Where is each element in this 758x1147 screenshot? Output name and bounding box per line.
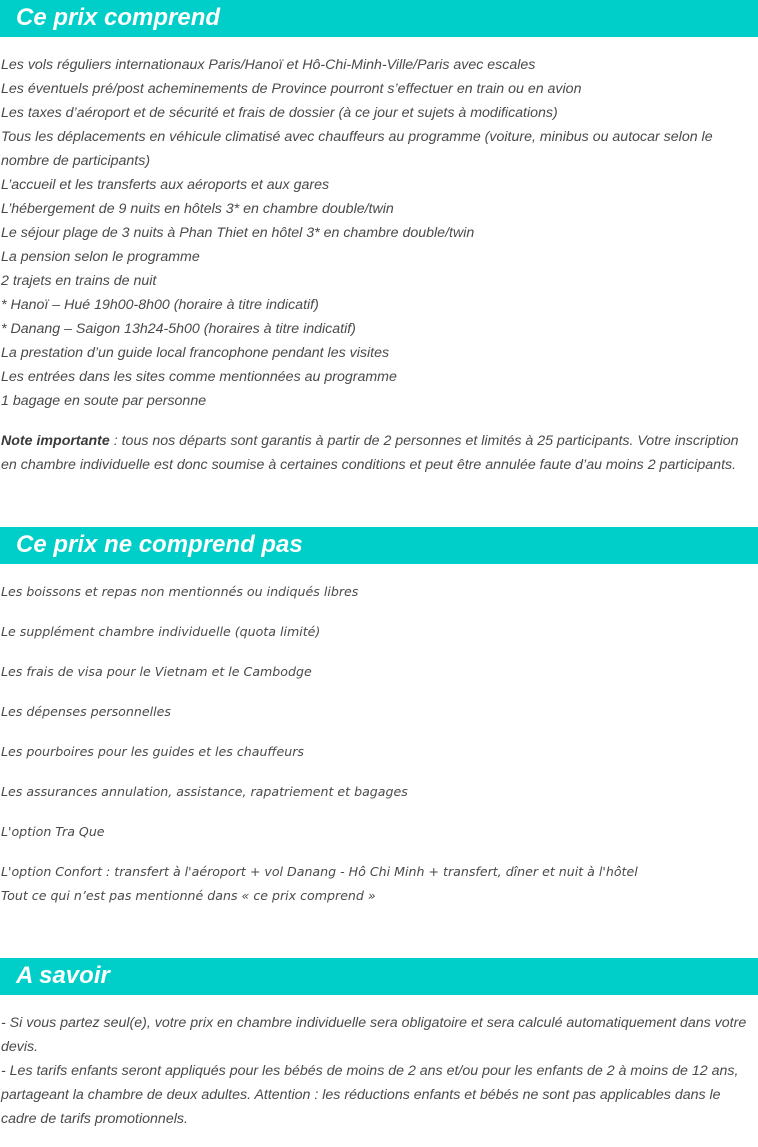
- list-item: Les pourboires pour les guides et les chauffeurs: [1, 744, 304, 759]
- list-item: L'option Confort : transfert à l'aéroport + vol Danang - Hô Chi Minh + transfert, dîner et nuit à l'hôtel: [1, 864, 638, 879]
- note-text: : tous nos départs sont garantis à partir de 2 personnes et limités à 25 participants. Votre inscription en chambre individuelle est donc soumise à certaines conditions et peut être annulée faute d’au moins 2 participants.: [1, 433, 739, 473]
- list-item: Le supplément chambre individuelle (quota limité): [1, 624, 321, 639]
- list-item: La prestation d’un guide local francophone pendant les visites: [1, 345, 390, 361]
- section-title: Ce prix ne comprend pas: [16, 531, 303, 558]
- list-item: - Si vous partez seul(e), votre prix en chambre individuelle sera obligatoire et sera calculé automatiquement dans votre devis.: [1, 1015, 747, 1055]
- list-item: Les frais de visa pour le Vietnam et le Cambodge: [1, 664, 312, 679]
- section-title: Ce prix comprend: [16, 4, 221, 31]
- list-item: L’hébergement de 9 nuits en hôtels 3* en chambre double/twin: [1, 201, 394, 217]
- list-item: Les boissons et repas non mentionnés ou indiqués libres: [1, 584, 359, 599]
- list-item: Les dépenses personnelles: [1, 704, 171, 719]
- list-item: L'option Tra Que: [1, 824, 105, 839]
- list-item: Tout ce qui n’est pas mentionné dans « ce prix comprend »: [1, 888, 376, 903]
- list-item: Les assurances annulation, assistance, rapatriement et bagages: [1, 784, 408, 799]
- good-to-know-list: [1, 1011, 753, 1131]
- list-item: * Danang – Saigon 13h24-5h00 (horaires à titre indicatif): [1, 321, 356, 337]
- list-item: Tous les déplacements en véhicule climatisé avec chauffeurs au programme (voiture, minibus ou autocar selon le nombre de participants): [1, 129, 713, 169]
- list-item: Le séjour plage de 3 nuits à Phan Thiet en hôtel 3* en chambre double/twin: [1, 225, 475, 241]
- list-item: - Les tarifs enfants seront appliqués pour les bébés de moins de 2 ans et/ou pour les enfants de 2 à moins de 12 ans, partageant la chambre de deux adultes. Attention : les réductions enfants et bébés ne sont pas applicables dans le cadre de tarifs promotionnels.: [1, 1063, 739, 1127]
- important-note: [1, 429, 753, 477]
- list-item: * Hanoï – Hué 19h00-8h00 (horaire à titre indicatif): [1, 297, 319, 313]
- list-item: La pension selon le programme: [1, 249, 200, 265]
- list-item: Les taxes d’aéroport et de sécurité et frais de dossier (à ce jour et sujets à modifications): [1, 105, 558, 121]
- list-item: Les entrées dans les sites comme mentionnées au programme: [1, 369, 397, 385]
- note-label: Note importante: [1, 433, 110, 449]
- list-item: Les vols réguliers internationaux Paris/Hanoï et Hô-Chi-Minh-Ville/Paris avec escales: [1, 57, 536, 73]
- list-item: 2 trajets en trains de nuit: [1, 273, 157, 289]
- section-header-good-to-know: [0, 958, 758, 995]
- includes-list: [1, 53, 751, 413]
- list-item: L’accueil et les transferts aux aéroports et aux gares: [1, 177, 330, 193]
- section-header-excludes: [0, 527, 758, 564]
- list-item: Les éventuels pré/post acheminements de Province pourront s’effectuer en train ou en avion: [1, 81, 582, 97]
- section-header-includes: [0, 0, 758, 37]
- section-title: A savoir: [16, 962, 110, 989]
- list-item: 1 bagage en soute par personne: [1, 393, 207, 409]
